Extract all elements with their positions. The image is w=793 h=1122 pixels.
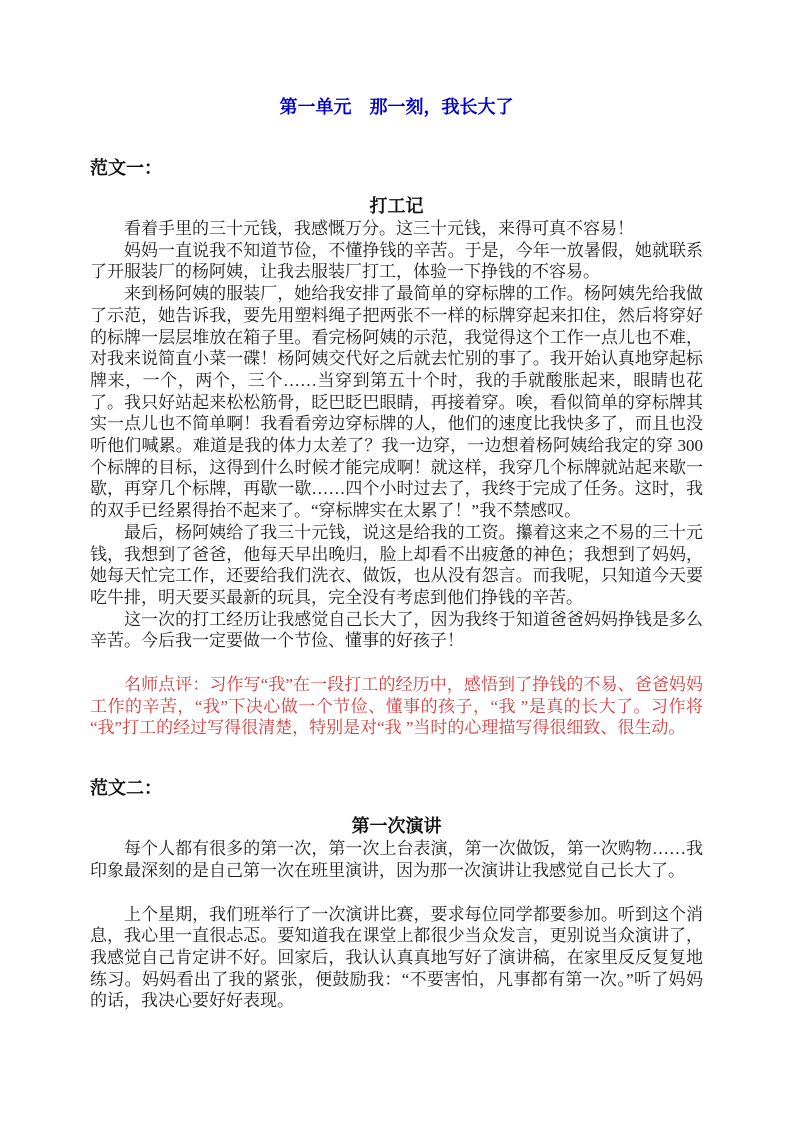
essay1-section-label: 范文一： (90, 158, 162, 178)
essay1-paragraph: 看着手里的三十元钱，我感慨万分。这三十元钱，来得可真不容易！ (124, 219, 634, 238)
essay1-paragraph: 这一次的打工经历让我感觉自己长大了，因为我终于知道爸爸妈妈挣钱是多么辛苦。今后我一定要做一个节俭、懂事的好孩子！ (90, 609, 703, 651)
essay1-paragraph: 妈妈一直说我不知道节俭，不懂挣钱的辛苦。于是，今年一放暑假，她就联系了开服装厂的杨阿姨，让我去服装厂打工，体验一下挣钱的不容易。 (90, 240, 703, 282)
essay2-section-label: 范文二： (90, 778, 162, 799)
essay2-paragraph: 每个人都有很多的第一次，第一次上台表演，第一次做饭，第一次购物……我印象最深刻的是自己第一次在班里演讲，因为那一次演讲让我感觉自己长大了。 (90, 839, 703, 880)
essay2-title: 第一次演讲 (351, 816, 442, 837)
essay1-paragraph: 最后，杨阿姨给了我三十元钱，说这是给我的工资。攥着这来之不易的三十元钱，我想到了爸爸，他每天早出晚归，脸上却看不出疲惫的神色；我想到了妈妈，她每天忙完工作，还要给我们洗衣、做饭，也从没有怨言。而我呢，只知道今天要吃牛排，明天要买最新的玩具，完全没有考虑到他们挣钱的辛苦。 (90, 522, 703, 607)
essay1-teacher-comment: 名师点评：习作写“我”在一段打工的经历中，感悟到了挣钱的不易、爸爸妈妈工作的辛苦，“我”下决心做一个节俭、懂事的孩子，“我 ”是真的长大了。习作将“我”打工的经过写得很清楚，特别是对“我 ”当时的心理描写得很细致、很生动。 (90, 675, 703, 738)
unit-title: 第一单元 那一刻，我长大了 (279, 97, 514, 117)
essay2-paragraph: 上个星期，我们班举行了一次演讲比赛，要求每位同学都要参加。听到这个消息，我心里一直很忐忑。要知道我在课堂上都很少当众发言，更别说当众演讲了，我感觉自己肯定讲不好。回家后，我认认真真地写好了演讲稿，在家里反反复复地练习。妈妈看出了我的紧张，便鼓励我：“不要害怕，凡事都有第一次。”听了妈妈的话，我决心要好好表现。 (90, 904, 703, 1011)
essay1-paragraph: 来到杨阿姨的服装厂，她给我安排了最简单的穿标牌的工作。杨阿姨先给我做了示范，她告诉我，要先用塑料绳子把两张不一样的标牌穿起来扣住，然后将穿好的标牌一层层堆放在箱子里。看完杨阿姨的示范，我觉得这个工作一点儿也不难，对我来说简直小菜一碟！杨阿姨交代好之后就去忙别的事了。我开始认真地穿起标牌来，一个，两个，三个……当穿到第五十个时，我的手就酸胀起来，眼睛也花了。我只好站起来松松筋骨，眨巴眨巴眼睛，再接着穿。唉，看似简单的穿标牌其实一点儿也不简单啊！我看看旁边穿标牌的人，他们的速度比我快多了，而且也没听他们喊累。难道是我的体力太差了？我一边穿，一边想着杨阿姨给我定的穿 300 个标牌的目标，这得到什么时候才能完成啊！就这样，我穿几个标牌就站起来歇一歇，再穿几个标牌，再歇一歇……四个小时过去了，我终于完成了任务。这时，我的双手已经累得抬不起来了。“穿标牌实在太累了！”我不禁感叹。 (90, 284, 703, 521)
essay1-title: 打工记 (369, 196, 424, 216)
